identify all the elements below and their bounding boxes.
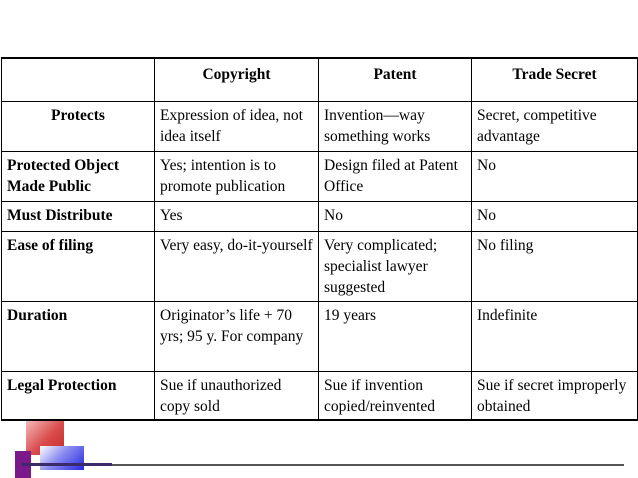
- table-row: [2, 152, 638, 202]
- row-label-duration: Duration: [2, 302, 155, 372]
- footer-divider-accent: [22, 463, 112, 466]
- cell-trade-secret: Indefinite: [472, 302, 638, 372]
- header-copyright: Copyright: [155, 58, 319, 102]
- table-row: [2, 302, 638, 372]
- table-row: [2, 202, 638, 232]
- table-row: [2, 232, 638, 302]
- ip-comparison-table: [1, 57, 638, 421]
- cell-patent: Very complicated; specialist lawyer suggested: [319, 232, 472, 302]
- cell-trade-secret: No: [472, 202, 638, 232]
- footer-divider-line: [22, 464, 624, 466]
- cell-copyright: Sue if unauthorized copy sold: [155, 372, 319, 420]
- cell-copyright: Originator’s life + 70 yrs; 95 y. For company: [155, 302, 319, 372]
- row-label-ease-of-filing: Ease of filing: [2, 232, 155, 302]
- header-trade-secret: Trade Secret: [472, 58, 638, 102]
- cell-copyright: Expression of idea, not idea itself: [155, 102, 319, 152]
- cell-trade-secret: Sue if secret improperly obtained: [472, 372, 638, 420]
- header-patent: Patent: [319, 58, 472, 102]
- cell-patent: Sue if invention copied/reinvented: [319, 372, 472, 420]
- cell-copyright: Yes: [155, 202, 319, 232]
- row-label-must-distribute: Must Distribute: [2, 202, 155, 232]
- row-label-legal-protection: Legal Protection: [2, 372, 155, 420]
- cell-trade-secret: No filing: [472, 232, 638, 302]
- decorative-blue-square: [40, 446, 84, 470]
- row-label-protects: Protects: [2, 102, 155, 152]
- table-header-row: [2, 58, 638, 102]
- cell-patent: No: [319, 202, 472, 232]
- cell-copyright: Very easy, do-it-yourself: [155, 232, 319, 302]
- table-row: [2, 372, 638, 420]
- cell-copyright: Yes; intention is to promote publication: [155, 152, 319, 202]
- cell-patent: Invention—way something works: [319, 102, 472, 152]
- table-row: [2, 102, 638, 152]
- cell-patent: Design filed at Patent Office: [319, 152, 472, 202]
- cell-trade-secret: Secret, competitive advantage: [472, 102, 638, 152]
- cell-trade-secret: No: [472, 152, 638, 202]
- header-corner-cell: [2, 58, 155, 102]
- row-label-protected-object: Protected Object Made Public: [2, 152, 155, 202]
- cell-patent: 19 years: [319, 302, 472, 372]
